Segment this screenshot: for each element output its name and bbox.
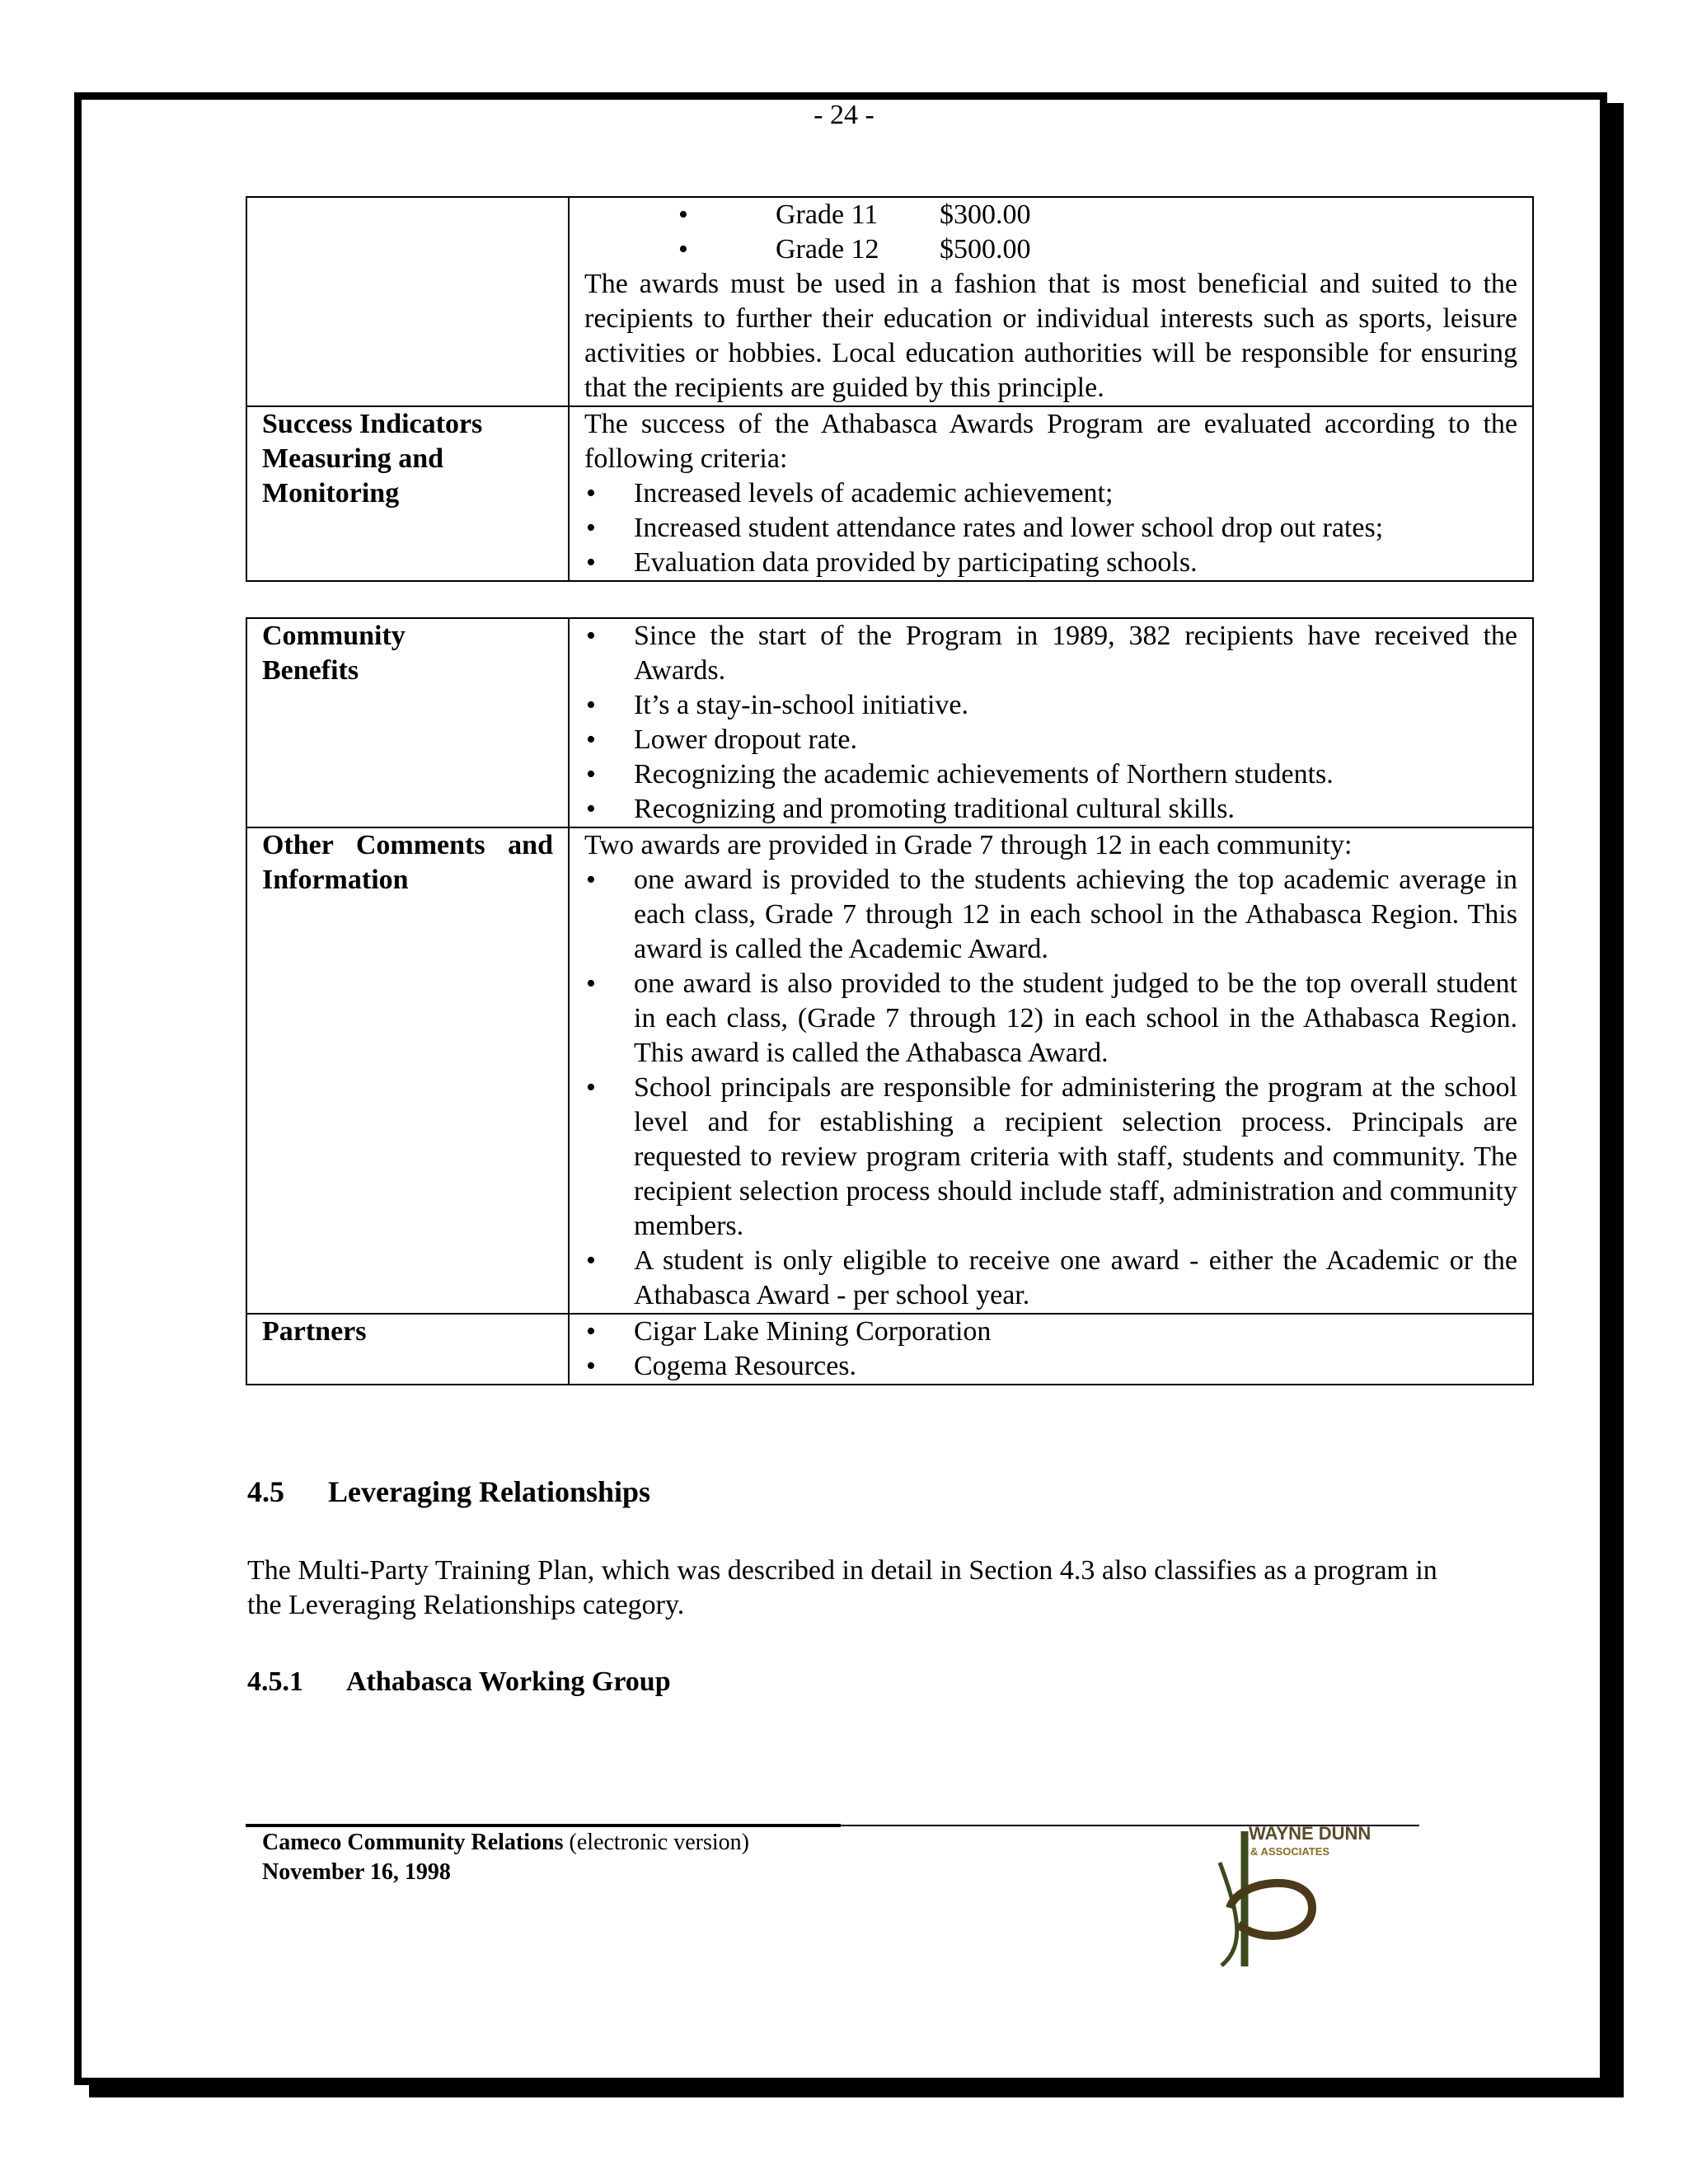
- list-item: [584, 863, 1517, 967]
- program-details-table: [246, 617, 1534, 1385]
- bullet-icon: •: [586, 968, 596, 999]
- section-number: 4.5: [247, 1475, 284, 1508]
- table-row-other-comments: [246, 827, 1533, 1314]
- list-item-text: Since the start of the Program in 1989, 382 recipients have received the Awards.: [634, 621, 1517, 686]
- table-row-partners: [246, 1314, 1533, 1385]
- success-content-cell: [569, 406, 1533, 581]
- list-item: [584, 723, 1517, 757]
- footer-org: Cameco Community Relations: [262, 1830, 564, 1855]
- section-title: Leveraging Relationships: [328, 1475, 651, 1508]
- bullet-icon: •: [586, 1351, 596, 1381]
- subsection-heading: [247, 1665, 671, 1699]
- grade-line: [584, 232, 1517, 267]
- list-item: [584, 476, 1517, 511]
- community-benefits-list: [584, 619, 1517, 827]
- subsection-title: Athabasca Working Group: [346, 1666, 671, 1697]
- label-community-benefits: [246, 618, 569, 827]
- label-line: Monitoring: [262, 478, 400, 509]
- list-item-text: Recognizing the academic achievements of Northern students.: [634, 759, 1334, 790]
- bullet-icon: •: [586, 478, 596, 509]
- subsection-number: 4.5.1: [247, 1666, 303, 1697]
- grade-label: Grade 12: [776, 234, 879, 265]
- list-item-text: Lower dropout rate.: [634, 724, 857, 755]
- list-item: [584, 1071, 1517, 1244]
- list-item: [584, 967, 1517, 1071]
- list-item: [584, 546, 1517, 580]
- list-item-text: A student is only eligible to receive one award - either the Academic or the Athabasca Award - per school year.: [634, 1245, 1517, 1310]
- label-partners: Partners: [246, 1314, 569, 1385]
- list-item: [584, 688, 1517, 723]
- partners-list: [584, 1315, 1517, 1384]
- bullet-icon: •: [586, 513, 596, 543]
- logo-subtext: & ASSOCIATES: [1250, 1845, 1330, 1858]
- list-item-text: Cogema Resources.: [634, 1351, 857, 1381]
- logo-text: WAYNE DUNN: [1249, 1823, 1372, 1844]
- list-item: [584, 1349, 1517, 1384]
- bullet-icon: •: [678, 234, 688, 265]
- partners-content-cell: [569, 1314, 1533, 1385]
- bullet-icon: •: [586, 621, 596, 651]
- awards-usage-paragraph: The awards must be used in a fashion that is most beneficial and suited to the recipients to further their education or individual interests such as sports, leisure activities or hobbies. Local education authorities will be responsible for ensuring that the recipients are guided by this principle.: [584, 269, 1517, 403]
- label-success-indicators: [246, 406, 569, 581]
- list-item: [584, 792, 1517, 827]
- page-number: - 24 -: [814, 100, 874, 130]
- list-item: [584, 619, 1517, 688]
- awards-content-cell: [569, 197, 1533, 406]
- awards-table-continued: [246, 196, 1534, 582]
- table-row-community-benefits: [246, 618, 1533, 827]
- list-item: [584, 511, 1517, 546]
- label-line: Community: [262, 621, 406, 651]
- label-line: Measuring and: [262, 443, 444, 474]
- table-row-success-indicators: [246, 406, 1533, 581]
- grade-label: Grade 11: [776, 199, 879, 230]
- bullet-icon: •: [586, 724, 596, 755]
- list-item-text: Increased student attendance rates and lower school drop out rates;: [634, 513, 1384, 543]
- list-item: [584, 757, 1517, 792]
- list-item-text: It’s a stay-in-school initiative.: [634, 690, 969, 720]
- grade-amount: $300.00: [940, 199, 1031, 230]
- list-item-text: School principals are responsible for administering the program at the school level and for establishing a recipient selection process. Principals are requested to review program criteria with staff, students and community. The recipient selection process should include staff, administration and community members.: [634, 1072, 1517, 1241]
- list-item-text: one award is also provided to the student judged to be the top overall student in each class, (Grade 7 through 12) in each school in the Athabasca Region. This award is called the Athabasca Award.: [634, 968, 1517, 1068]
- label-line: Benefits: [262, 655, 359, 686]
- footer-version: (electronic version): [563, 1830, 749, 1855]
- success-intro: The success of the Athabasca Awards Program are evaluated according to the following criteria:: [584, 409, 1517, 474]
- logo-swoosh: [1220, 1863, 1237, 1966]
- grade-amount: $500.00: [940, 234, 1031, 265]
- bullet-icon: •: [586, 690, 596, 720]
- bullet-icon: •: [678, 199, 688, 230]
- label-line: Success Indicators: [262, 409, 483, 439]
- other-content-cell: [569, 827, 1533, 1314]
- bullet-icon: •: [586, 1316, 596, 1347]
- table-row-awards-amounts: [246, 197, 1533, 406]
- bullet-icon: •: [586, 1072, 596, 1103]
- list-item-text: Increased levels of academic achievement;: [634, 478, 1114, 509]
- bullet-icon: •: [586, 759, 596, 790]
- other-comments-list: [584, 863, 1517, 1313]
- list-item-text: Cigar Lake Mining Corporation: [634, 1316, 992, 1347]
- community-content-cell: [569, 618, 1533, 827]
- list-item: [584, 1315, 1517, 1349]
- grade-line: [584, 198, 1517, 232]
- list-item-text: Recognizing and promoting traditional cultural skills.: [634, 794, 1235, 824]
- bullet-icon: •: [586, 547, 596, 578]
- other-intro: Two awards are provided in Grade 7 through 12 in each community:: [584, 830, 1353, 860]
- section-heading: [247, 1474, 650, 1510]
- label-other-comments: Other Comments and Information: [246, 827, 569, 1314]
- list-item-text: Evaluation data provided by participating schools.: [634, 547, 1198, 578]
- bullet-icon: •: [586, 1245, 596, 1276]
- footer-info: [262, 1828, 749, 1887]
- bullet-icon: •: [586, 865, 596, 895]
- bullet-icon: •: [586, 794, 596, 824]
- footer-date: November 16, 1998: [262, 1859, 451, 1885]
- list-item: [584, 1244, 1517, 1313]
- footer-rule-accent: [246, 1824, 841, 1827]
- body-paragraph: The Multi-Party Training Plan, which was described in detail in Section 4.3 also classifies as a program in the Leveraging Relationships category.: [247, 1555, 1437, 1620]
- list-item-text: one award is provided to the students achieving the top academic average in each class, Grade 7 through 12 in each school in the Athabasca Region. This award is called the Academic Award.: [634, 865, 1517, 964]
- label-cell-empty: [246, 197, 569, 406]
- success-criteria-list: [584, 476, 1517, 580]
- footer-org-line: [262, 1828, 749, 1858]
